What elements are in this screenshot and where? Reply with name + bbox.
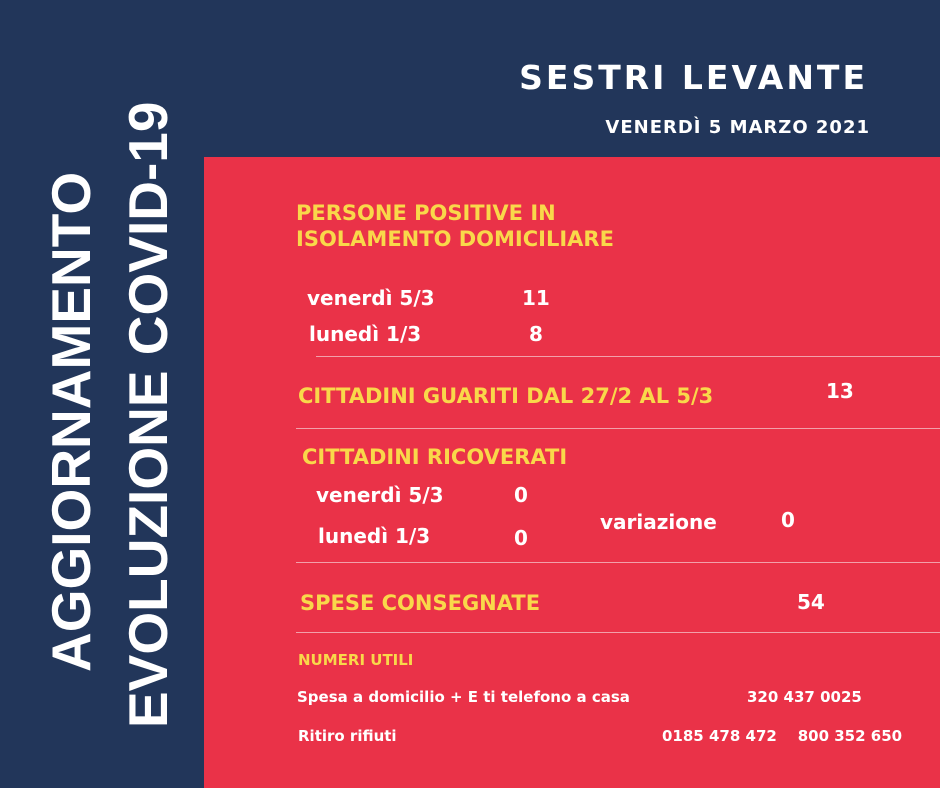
variazione-label: variazione [600,510,717,534]
side-title-line2: EVOLUZIONE COVID-19 [117,101,179,728]
numeri-row-value: 0185 478 472 800 352 650 [662,727,903,745]
divider [296,562,940,563]
divider [296,632,940,633]
ricoverati-row-label: lunedì 1/3 [318,524,431,548]
variazione-value: 0 [781,508,795,532]
positivi-row-label: venerdì 5/3 [307,286,435,310]
positivi-row-value: 8 [529,322,543,346]
divider [316,356,940,357]
numeri-row-value: 320 437 0025 [747,688,862,706]
positivi-heading-line2: ISOLAMENTO DOMICILIARE [296,227,614,251]
numeri-heading: NUMERI UTILI [298,651,414,669]
ricoverati-row-value: 0 [514,483,528,507]
ricoverati-row-label: venerdì 5/3 [316,483,444,507]
guariti-value: 13 [826,379,854,403]
ricoverati-heading: CITTADINI RICOVERATI [302,445,568,469]
positivi-heading-line1: PERSONE POSITIVE IN [296,201,556,225]
numeri-row-label: Spesa a domicilio + E ti telefono a casa [297,688,630,706]
page-title: SESTRI LEVANTE [519,58,868,97]
side-title-line1: AGGIORNAMENTO [40,171,102,672]
ricoverati-row-value: 0 [514,526,528,550]
spese-value: 54 [797,590,825,614]
divider [296,428,940,429]
positivi-row-label: lunedì 1/3 [309,322,422,346]
spese-label: SPESE CONSEGNATE [300,591,541,615]
positivi-row-value: 11 [522,286,550,310]
numeri-row-label: Ritiro rifiuti [298,727,397,745]
guariti-label: CITTADINI GUARITI DAL 27/2 AL 5/3 [298,384,714,408]
page-date: VENERDÌ 5 MARZO 2021 [605,117,870,138]
